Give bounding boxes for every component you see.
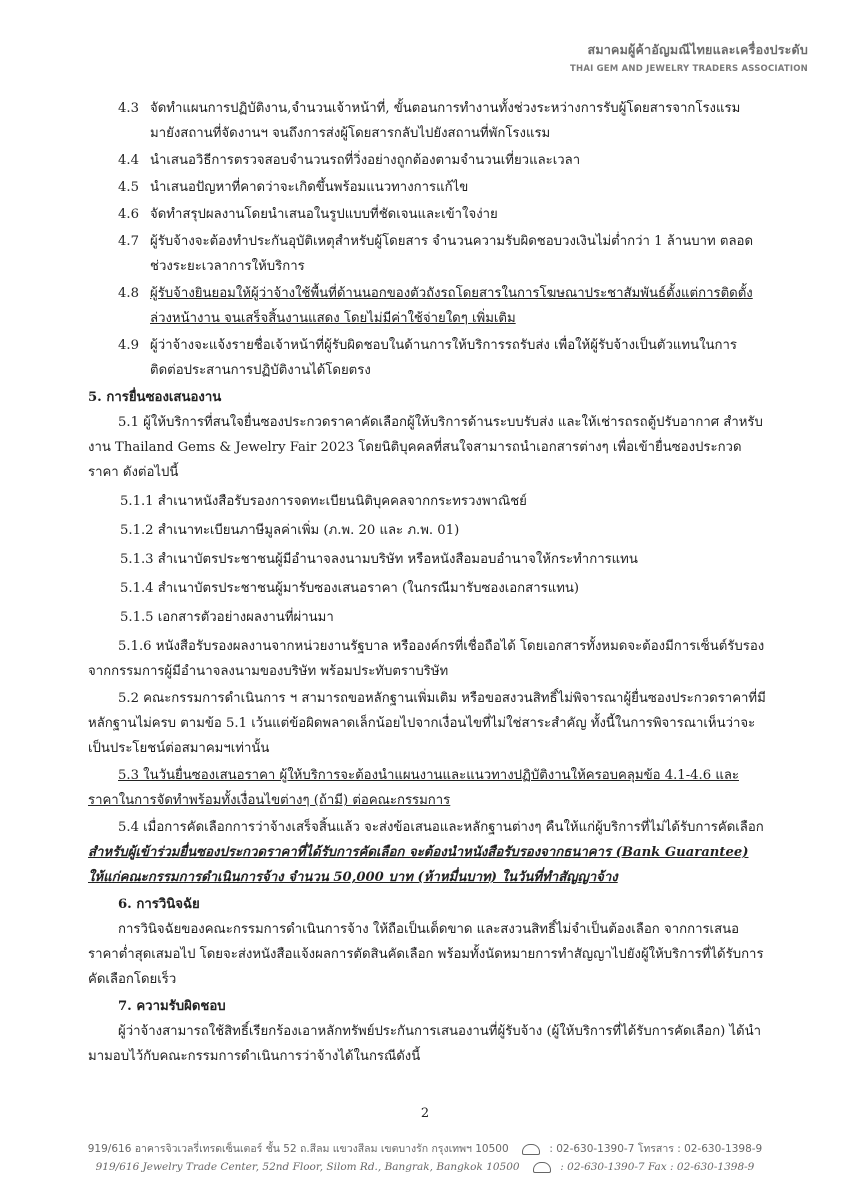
sub-item: 5.1.6 หนังสือรับรองผลงานจากหน่วยงานรัฐบาล หรือองค์กรที่เชื่อถือได้ โดยเอกสารทั้งหมดจะต้องมีการเซ็นต์รับรองจากกรรมการผู้มีอำนาจลงนามของบริษัท พร้อมประทับตราบริษัท — [88, 639, 765, 679]
section-heading: 7. ความรับผิดชอบ — [118, 999, 226, 1014]
item-number: 4.4 — [118, 153, 139, 168]
paragraph: ผู้ว่าจ้างสามารถใช้สิทธิ์เรียกร้องเอาหลักทรัพย์ประกันการเสนองานที่ผู้รับจ้าง (ผู้ให้บริการที่ได้รับการคัดเลือก) ได้นำมามอบไว้กับคณะกรรมการดำเนินการว่าจ้างได้ในกรณีดังนี้ — [88, 1024, 762, 1064]
item-number: 4.7 — [118, 234, 139, 249]
paragraph: 5.1 ผู้ให้บริการที่สนใจยื่นซองประกวดราคาคัดเลือกผู้ให้บริการด้านระบบรับส่ง และให้เช่ารถรถตู้ปรับอากาศ สำหรับงาน Thailand Gems & Jewelry Fair 2023 โดยนิติบุคคลที่สนใจสามารถนำเอกสารต่างๆ เพื่อเข้ายื่นซองประกวดราคา ดังต่อไปนี้ — [88, 415, 763, 480]
sub-item: 5.1.4 สำเนาบัตรประชาชนผู้มารับซองเสนอราคา (ในกรณีมารับซองเอกสารแทน) — [120, 581, 580, 596]
org-name-thai: สมาคมผู้ค้าอัญมณีไทยและเครื่องประดับ — [587, 42, 808, 57]
footer-address: 919/616 อาคารจิวเวลรี่เทรดเซ็นเตอร์ ชั้น 52 ถ.สีลม แขวงสีลม เขตบางรัก กรุงเทพฯ 10500 — [87, 1143, 509, 1155]
item-number: 4.6 — [118, 207, 139, 222]
item-text: ผู้ว่าจ้างจะแจ้งรายชื่อเจ้าหน้าที่ผู้รับผิดชอบในด้านการให้บริการรถรับส่ง เพื่อให้ผู้รับจ้างเป็นตัวแทนในการติดต่อประสานการปฏิบัติงานได้โดยตรง — [150, 338, 738, 378]
item-number: 4.9 — [118, 338, 139, 353]
sub-item: 5.1.1 สำเนาหนังสือรับรองการจดทะเบียนนิติบุคคลจากกระทรวงพาณิชย์ — [120, 494, 527, 509]
footer-phone: : 02-630-1390-7 โทรสาร : 02-630-1398-9 — [549, 1143, 763, 1155]
item-text: จัดทำสรุปผลงานโดยนำเสนอในรูปแบบที่ชัดเจนและเข้าใจง่าย — [150, 207, 498, 222]
page-number: 2 — [420, 1106, 430, 1121]
item-number: 4.8 — [118, 286, 139, 301]
sub-item: 5.1.2 สำเนาทะเบียนภาษีมูลค่าเพิ่ม (ภ.พ. 20 และ ภ.พ. 01) — [120, 523, 460, 538]
item-text: นำเสนอปัญหาที่คาดว่าจะเกิดขึ้นพร้อมแนวทางการแก้ไข — [150, 180, 469, 195]
item-text: ผู้รับจ้างจะต้องทำประกันอุบัติเหตุสำหรับผู้โดยสาร จำนวนความรับผิดชอบวงเงินไม่ต่ำกว่า 1 ล้านบาท ตลอดช่วงระยะเวลาการให้บริการ — [150, 234, 754, 274]
item-number: 4.3 — [118, 101, 139, 116]
list-item — [88, 148, 768, 173]
phone-icon — [522, 1144, 540, 1155]
list-item — [88, 281, 768, 331]
sub-item: 5.1.3 สำเนาบัตรประชาชนผู้มีอำนาจลงนามบริษัท หรือหนังสือมอบอำนาจให้กระทำการแทน — [120, 552, 638, 567]
list-item — [88, 333, 768, 383]
item-text-underlined: ผู้รับจ้างยินยอมให้ผู้ว่าจ้างใช้พื้นที่ด้านนอกของตัวถังรถโดยสารในการโฆษณาประชาสัมพันธ์ตั้งแต่การติดตั้งล่วงหน้างาน จนเสร็จสิ้นงานแสดง โดยไม่มีค่าใช้จ่ายใดๆ เพิ่มเติม — [150, 286, 753, 326]
footer-thai — [0, 1140, 850, 1157]
paragraph — [88, 815, 768, 890]
footer-english — [0, 1161, 850, 1173]
footer-phone: : 02-630-1390-7 Fax : 02-630-1398-9 — [560, 1161, 755, 1173]
phone-icon — [533, 1162, 551, 1173]
list-item — [88, 96, 768, 146]
paragraph: 5.2 คณะกรรมการดำเนินการ ฯ สามารถขอหลักฐานเพิ่มเติม หรือขอสงวนสิทธิ์ไม่พิจารณาผู้ยื่นซองประกวดราคาที่มีหลักฐานไม่ครบ ตามข้อ 5.1 เว้นแต่ข้อผิดพลาดเล็กน้อยไปจากเงื่อนไขที่ไม่ใช่สาระสำคัญ ทั้งนี้ในการพิจารณาเห็นว่าจะเป็นประโยชน์ต่อสมาคมฯเท่านั้น — [88, 691, 766, 756]
org-name-english: THAI GEM AND JEWELRY TRADERS ASSOCIATION — [570, 64, 808, 74]
section-heading: 5. การยื่นซองเสนองาน — [88, 390, 222, 405]
paragraph-text: 5.4 เมื่อการคัดเลือกการว่าจ้างเสร็จสิ้นแล้ว จะส่งข้อเสนอและหลักฐานต่างๆ คืนให้แก่ผู้บริการที่ไม่ได้รับการคัดเลือก — [118, 820, 764, 835]
document-body — [88, 96, 768, 1071]
sub-item: 5.1.5 เอกสารตัวอย่างผลงานที่ผ่านมา — [120, 610, 334, 625]
footer-address: 919/616 Jewelry Trade Center, 52nd Floor, Silom Rd., Bangrak, Bangkok 10500 — [95, 1161, 520, 1173]
letterhead — [570, 40, 808, 74]
item-text: จัดทำแผนการปฏิบัติงาน,จำนวนเจ้าหน้าที่, ขั้นตอนการทำงานทั้งช่วงระหว่างการรับผู้โดยสารจากโรงแรมมายังสถานที่จัดงานฯ จนถึงการส่งผู้โดยสารกลับไปยังสถานที่พักโรงแรม — [150, 101, 741, 141]
section-heading: 6. การวินิจฉัย — [118, 897, 200, 912]
bank-guarantee-text: สำหรับผู้เข้าร่วมยื่นซองประกวดราคาที่ได้รับการคัดเลือก จะต้องนำหนังสือรับรองจากธนาคาร (Bank Guarantee) ให้แก่คณะกรรมการดำเนินการจ้าง จำนวน 50,000 บาท (ห้าหมื่นบาท) ในวันที่ทำสัญญาจ้าง — [88, 845, 749, 885]
paragraph-underlined: 5.3 ในวันยื่นซองเสนอราคา ผู้ให้บริการจะต้องนำแผนงานและแนวทางปฏิบัติงานให้ครอบคลุมข้อ 4.1-4.6 และราคาในการจัดทำพร้อมทั้งเงื่อนไขต่างๆ (ถ้ามี) ต่อคณะกรรมการ — [88, 768, 739, 808]
item-number: 4.5 — [118, 180, 139, 195]
list-item — [88, 229, 768, 279]
list-item — [88, 175, 768, 200]
paragraph: การวินิจฉัยของคณะกรรมการดำเนินการจ้าง ให้ถือเป็นเด็ดขาด และสงวนสิทธิ์ไม่จำเป็นต้องเลือก จากการเสนอราคาต่ำสุดเสมอไป โดยจะส่งหนังสือแจ้งผลการตัดสินคัดเลือก พร้อมทั้งนัดหมายการทำสัญญาไปยังผู้ให้บริการที่ได้รับการคัดเลือกโดยเร็ว — [88, 922, 764, 987]
list-item — [88, 202, 768, 227]
item-text: นำเสนอวิธีการตรวจสอบจำนวนรถที่วิ่งอย่างถูกต้องตามจำนวนเที่ยวและเวลา — [150, 153, 581, 168]
